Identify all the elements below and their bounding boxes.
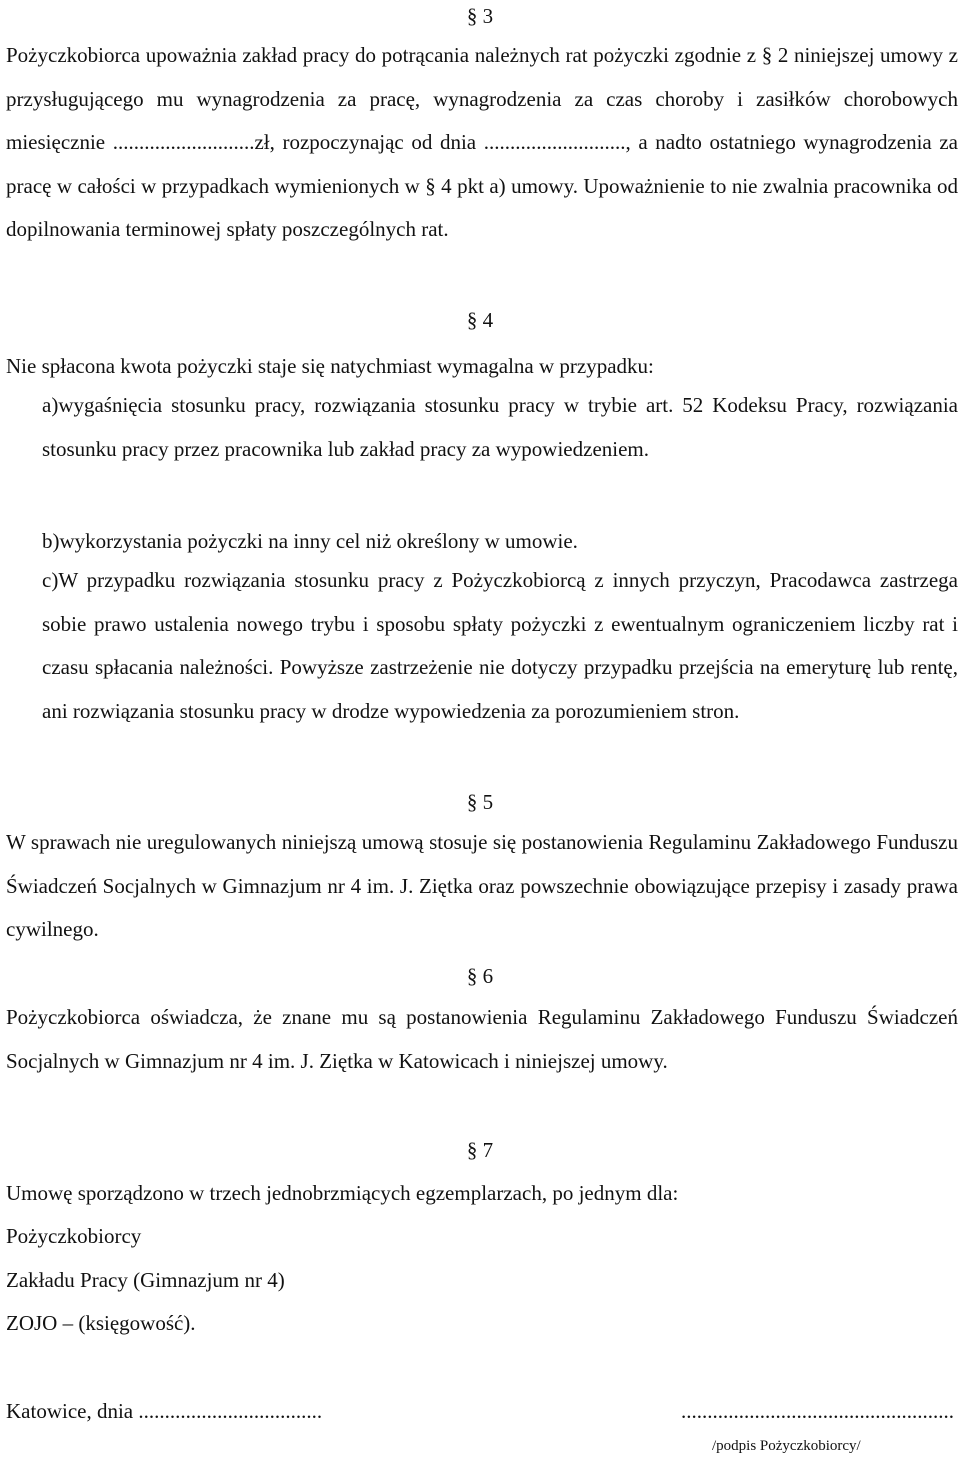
section-7-intro: Umowę sporządzono w trzech jednobrzmiących egzemplarzach, po jednym dla: <box>6 1181 679 1205</box>
section-4-item-b: b)wykorzystania pożyczki na inny cel niż określony w umowie. <box>42 529 578 553</box>
section-5-heading: § 5 <box>466 790 494 814</box>
section-6-text: Pożyczkobiorca oświadcza, że znane mu są postanowienia Regulaminu Zakładowego Funduszu Świadczeń Socjalnych w Gimnazjum nr 4 im. J. Ziętka w Katowicach i niniejszej umowy. <box>6 1005 958 1073</box>
section-5-text: W sprawach nie uregulowanych niniejszą umową stosuje się postanowienia Regulaminu Zakładowego Funduszu Świadczeń Socjalnych w Gimnazjum nr 4 im. J. Ziętka oraz powszechnie obowiązujące przepisy i zasady prawa cywilnego. <box>6 830 958 942</box>
signature-line: .................................................... <box>681 1399 954 1423</box>
place-date-line: Katowice, dnia ................................... <box>6 1399 323 1423</box>
recipient-borrower: Pożyczkobiorcy <box>6 1224 142 1248</box>
section-4-item-a: a)wygaśnięcia stosunku pracy, rozwiązania stosunku pracy w trybie art. 52 Kodeksu Pracy, rozwiązania stosunku pracy przez pracownika lub zakład pracy za wypowiedzeniem. <box>42 393 958 461</box>
section-3-text: Pożyczkobiorca upoważnia zakład pracy do potrącania należnych rat pożyczki zgodnie z § 2 niniejszej umowy z przysługującego mu wynagrodzenia za pracę, wynagrodzenia za czas choroby i zasiłków chorobowych miesięcznie ...........................zł, rozpoczynając od dnia ..........................., a nadto ostatniego wynagrodzenia za pracę w całości w przypadkach wymienionych w § 4 pkt a) umowy. Upoważnienie to nie zwalnia pracownika od dopilnowania terminowej spłaty poszczególnych rat. <box>6 43 958 242</box>
section-3-heading: § 3 <box>466 4 494 28</box>
recipient-accounting: ZOJO – (księgowość). <box>6 1311 196 1335</box>
section-4-intro: Nie spłacona kwota pożyczki staje się natychmiast wymagalna w przypadku: <box>6 354 654 378</box>
signature-caption: /podpis Pożyczkobiorcy/ <box>712 1438 861 1454</box>
section-6-heading: § 6 <box>466 964 494 988</box>
section-7-heading: § 7 <box>466 1138 494 1162</box>
section-4-item-c: c)W przypadku rozwiązania stosunku pracy z Pożyczkobiorcą z innych przyczyn, Pracodawca zastrzega sobie prawo ustalenia nowego trybu i sposobu spłaty pożyczki z ewentualnym ograniczeniem liczby rat i czasu spłacania należności. Powyższe zastrzeżenie nie dotyczy przypadku przejścia na emeryturę lub rentę, ani rozwiązania stosunku pracy w drodze wypowiedzenia za porozumieniem stron. <box>42 568 958 723</box>
section-4-heading: § 4 <box>466 308 494 332</box>
recipient-employer: Zakładu Pracy (Gimnazjum nr 4) <box>6 1268 285 1292</box>
